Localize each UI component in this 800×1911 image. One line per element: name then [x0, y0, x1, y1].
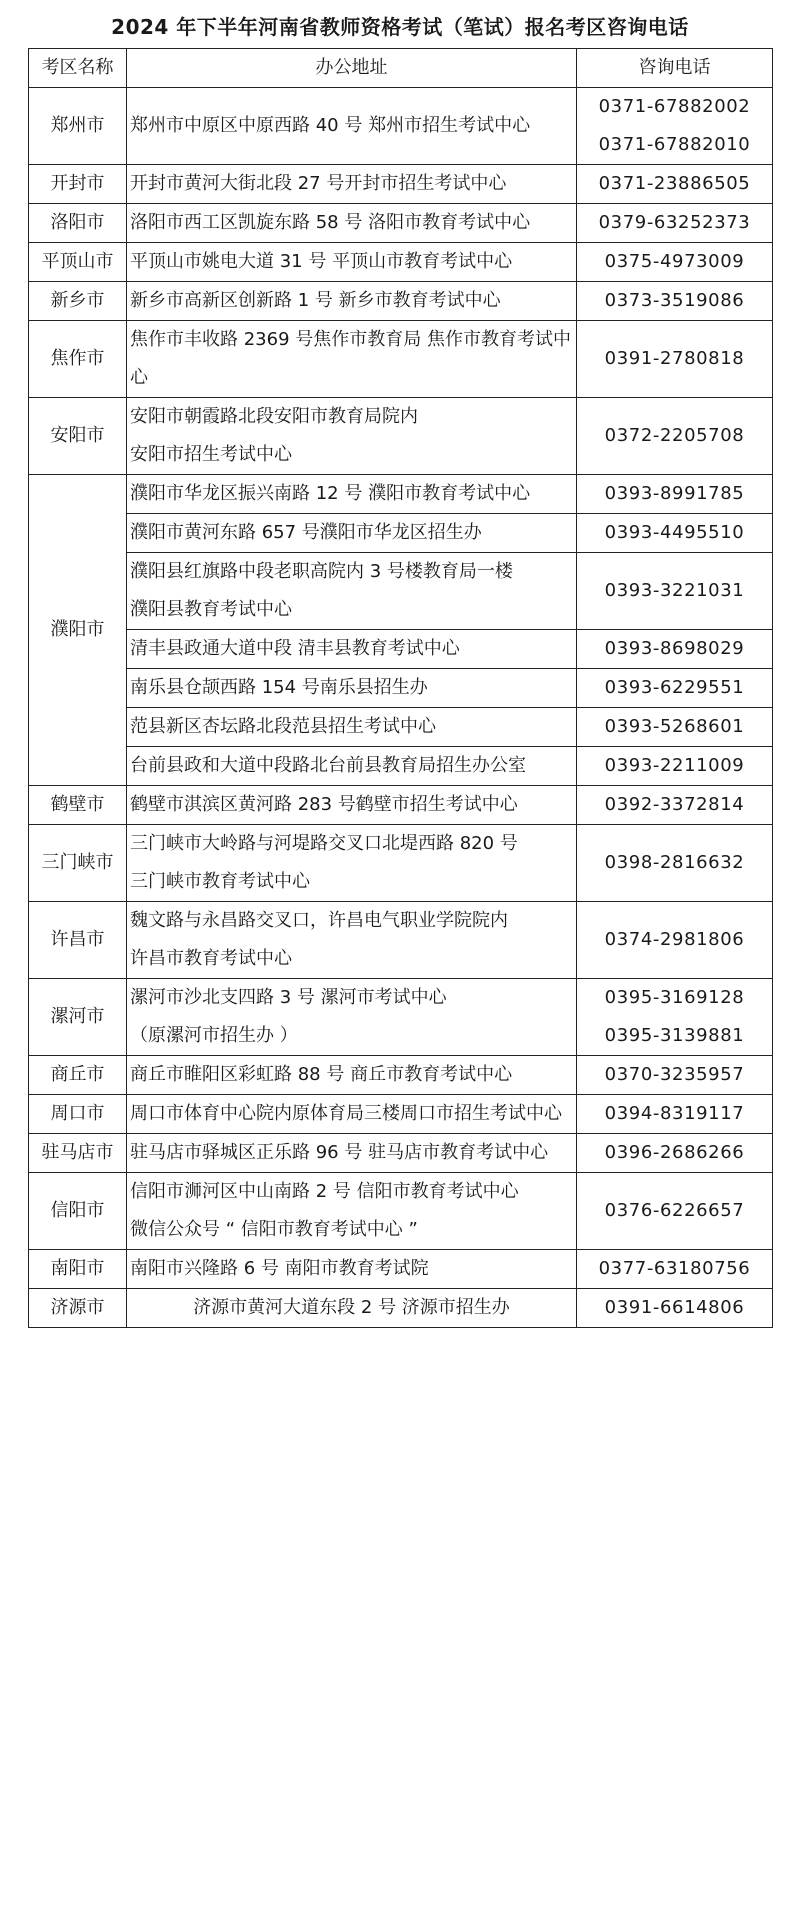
contact-phone	[577, 1173, 773, 1250]
contact-phone	[577, 1250, 773, 1289]
office-address	[127, 1250, 577, 1289]
table-row	[29, 1056, 773, 1095]
contact-phone	[577, 243, 773, 282]
address-line: 三门峡市大岭路与河堤路交叉口北堤西路 820 号	[130, 833, 518, 854]
address-line: 濮阳市华龙区振兴南路 12 号 濮阳市教育考试中心	[130, 483, 531, 504]
address-line: （原漯河市招生办 ）	[130, 1025, 298, 1046]
exam-area-name: 许昌市	[29, 902, 127, 979]
address-line: 清丰县政通大道中段 清丰县教育考试中心	[130, 638, 460, 659]
phone-number[interactable]: 0376-6226657	[604, 1200, 745, 1221]
table-row	[29, 979, 773, 1056]
header-city: 考区名称	[29, 49, 127, 88]
contact-phone	[577, 88, 773, 165]
contact-phone	[577, 786, 773, 825]
address-line: 洛阳市西工区凯旋东路 58 号 洛阳市教育考试中心	[130, 212, 531, 233]
office-address	[127, 1056, 577, 1095]
exam-area-name: 安阳市	[29, 398, 127, 475]
office-address	[127, 825, 577, 902]
table-row	[29, 243, 773, 282]
table-row	[29, 165, 773, 204]
address-line: 濮阳县教育考试中心	[130, 599, 292, 620]
phone-number[interactable]: 0395-3169128	[604, 987, 745, 1008]
exam-area-name: 南阳市	[29, 1250, 127, 1289]
office-address	[127, 514, 577, 553]
table-row	[29, 786, 773, 825]
phone-number[interactable]: 0396-2686266	[604, 1142, 745, 1163]
phone-number[interactable]: 0393-5268601	[604, 716, 745, 737]
address-line: 周口市体育中心院内原体育局三楼周口市招生考试中心	[130, 1103, 562, 1124]
header-address: 办公地址	[127, 49, 577, 88]
contact-phone	[577, 1095, 773, 1134]
office-address	[127, 398, 577, 475]
contact-phone	[577, 282, 773, 321]
office-address	[127, 243, 577, 282]
address-line: 三门峡市教育考试中心	[130, 871, 310, 892]
table-row	[29, 321, 773, 398]
contact-phone	[577, 1289, 773, 1328]
contact-phone	[577, 630, 773, 669]
phone-number[interactable]: 0371-67882002	[598, 96, 751, 117]
office-address	[127, 747, 577, 786]
table-row	[29, 1289, 773, 1328]
phone-number[interactable]: 0398-2816632	[604, 852, 745, 873]
contact-phone	[577, 669, 773, 708]
address-line: 濮阳市黄河东路 657 号濮阳市华龙区招生办	[130, 522, 482, 543]
exam-area-name: 平顶山市	[29, 243, 127, 282]
table-row	[29, 1173, 773, 1250]
exam-area-name: 济源市	[29, 1289, 127, 1328]
exam-area-name: 新乡市	[29, 282, 127, 321]
exam-area-name: 周口市	[29, 1095, 127, 1134]
office-address	[127, 88, 577, 165]
contact-phone	[577, 979, 773, 1056]
phone-number[interactable]: 0371-67882010	[598, 134, 751, 155]
table-row	[29, 475, 773, 514]
exam-area-name: 郑州市	[29, 88, 127, 165]
phone-number[interactable]: 0379-63252373	[598, 212, 751, 233]
office-address	[127, 669, 577, 708]
exam-area-name: 驻马店市	[29, 1134, 127, 1173]
address-line: 微信公众号 “ 信阳市教育考试中心 ”	[130, 1219, 418, 1240]
table-row	[29, 88, 773, 165]
table-header-row	[29, 49, 773, 88]
contact-phone	[577, 398, 773, 475]
office-address	[127, 165, 577, 204]
office-address	[127, 321, 577, 398]
table-body	[29, 88, 773, 1328]
contact-phone	[577, 514, 773, 553]
phone-number[interactable]: 0393-2211009	[604, 755, 745, 776]
table-row	[29, 1250, 773, 1289]
phone-number[interactable]: 0394-8319117	[604, 1103, 745, 1124]
table-row	[29, 204, 773, 243]
office-address	[127, 708, 577, 747]
exam-area-name: 三门峡市	[29, 825, 127, 902]
contact-phone	[577, 708, 773, 747]
office-address	[127, 630, 577, 669]
office-address	[127, 1134, 577, 1173]
contact-phone	[577, 902, 773, 979]
office-address	[127, 1095, 577, 1134]
address-line: 南阳市兴隆路 6 号 南阳市教育考试院	[130, 1258, 429, 1279]
phone-number[interactable]: 0391-6614806	[604, 1297, 745, 1318]
exam-area-name: 开封市	[29, 165, 127, 204]
table-row	[29, 747, 773, 786]
phone-number[interactable]: 0377-63180756	[598, 1258, 751, 1279]
table-row	[29, 669, 773, 708]
office-address	[127, 786, 577, 825]
address-line: 漯河市沙北支四路 3 号 漯河市考试中心	[130, 987, 447, 1008]
table-row	[29, 708, 773, 747]
address-line: 南乐县仓颉西路 154 号南乐县招生办	[130, 677, 428, 698]
exam-area-name: 商丘市	[29, 1056, 127, 1095]
phone-number[interactable]: 0393-3221031	[604, 580, 745, 601]
phone-number[interactable]: 0393-8698029	[604, 638, 745, 659]
table-row	[29, 514, 773, 553]
page-title: 2024 年下半年河南省教师资格考试（笔试）报名考区咨询电话	[111, 15, 689, 39]
address-line: 郑州市中原区中原西路 40 号 郑州市招生考试中心	[130, 115, 531, 136]
office-address	[127, 553, 577, 630]
address-line: 焦作市丰收路 2369 号焦作市教育局 焦作市教育考试中心	[130, 329, 571, 388]
address-line: 台前县政和大道中段路北台前县教育局招生办公室	[130, 755, 526, 776]
contact-phone	[577, 1056, 773, 1095]
table-row	[29, 1095, 773, 1134]
address-line: 驻马店市驿城区正乐路 96 号 驻马店市教育考试中心	[130, 1142, 549, 1163]
contact-phone	[577, 747, 773, 786]
phone-number[interactable]: 0375-4973009	[604, 251, 745, 272]
address-line: 安阳市朝霞路北段安阳市教育局院内	[130, 406, 418, 427]
phone-number[interactable]: 0392-3372814	[604, 794, 745, 815]
contact-phone	[577, 165, 773, 204]
exam-area-name: 洛阳市	[29, 204, 127, 243]
table-row	[29, 825, 773, 902]
address-line: 济源市黄河大道东段 2 号 济源市招生办	[193, 1297, 510, 1318]
exam-area-name: 濮阳市	[29, 475, 127, 786]
office-address	[127, 902, 577, 979]
exam-contact-table	[28, 48, 773, 1328]
exam-area-name: 焦作市	[29, 321, 127, 398]
phone-number[interactable]: 0372-2205708	[604, 425, 745, 446]
phone-number[interactable]: 0393-8991785	[604, 483, 745, 504]
office-address	[127, 1289, 577, 1328]
phone-number[interactable]: 0393-4495510	[604, 522, 745, 543]
office-address	[127, 1173, 577, 1250]
table-row	[29, 398, 773, 475]
contact-phone	[577, 553, 773, 630]
contact-phone	[577, 1134, 773, 1173]
exam-area-name: 信阳市	[29, 1173, 127, 1250]
exam-area-name: 漯河市	[29, 979, 127, 1056]
table-row	[29, 553, 773, 630]
address-line: 平顶山市姚电大道 31 号 平顶山市教育考试中心	[130, 251, 513, 272]
address-line: 魏文路与永昌路交叉口，许昌电气职业学院院内	[130, 910, 508, 931]
contact-phone	[577, 321, 773, 398]
contact-phone	[577, 204, 773, 243]
table-row	[29, 282, 773, 321]
address-line: 濮阳县红旗路中段老职高院内 3 号楼教育局一楼	[130, 561, 513, 582]
phone-number[interactable]: 0391-2780818	[604, 348, 745, 369]
address-line: 鹤壁市淇滨区黄河路 283 号鹤壁市招生考试中心	[130, 794, 518, 815]
office-address	[127, 475, 577, 514]
table-row	[29, 1134, 773, 1173]
contact-phone	[577, 475, 773, 514]
exam-area-name: 鹤壁市	[29, 786, 127, 825]
phone-number[interactable]: 0374-2981806	[604, 929, 745, 950]
contact-phone	[577, 825, 773, 902]
address-line: 新乡市高新区创新路 1 号 新乡市教育考试中心	[130, 290, 501, 311]
phone-number[interactable]: 0373-3519086	[604, 290, 745, 311]
address-line: 信阳市浉河区中山南路 2 号 信阳市教育考试中心	[130, 1181, 519, 1202]
phone-number[interactable]: 0370-3235957	[604, 1064, 745, 1085]
phone-number[interactable]: 0395-3139881	[604, 1025, 745, 1046]
table-row	[29, 630, 773, 669]
office-address	[127, 979, 577, 1056]
address-line: 安阳市招生考试中心	[130, 444, 292, 465]
office-address	[127, 282, 577, 321]
phone-number[interactable]: 0393-6229551	[604, 677, 745, 698]
address-line: 范县新区杏坛路北段范县招生考试中心	[130, 716, 436, 737]
address-line: 许昌市教育考试中心	[130, 948, 292, 969]
office-address	[127, 204, 577, 243]
phone-number[interactable]: 0371-23886505	[598, 173, 751, 194]
table-row	[29, 902, 773, 979]
address-line: 开封市黄河大街北段 27 号开封市招生考试中心	[130, 173, 507, 194]
address-line: 商丘市睢阳区彩虹路 88 号 商丘市教育考试中心	[130, 1064, 513, 1085]
header-phone: 咨询电话	[577, 49, 773, 88]
